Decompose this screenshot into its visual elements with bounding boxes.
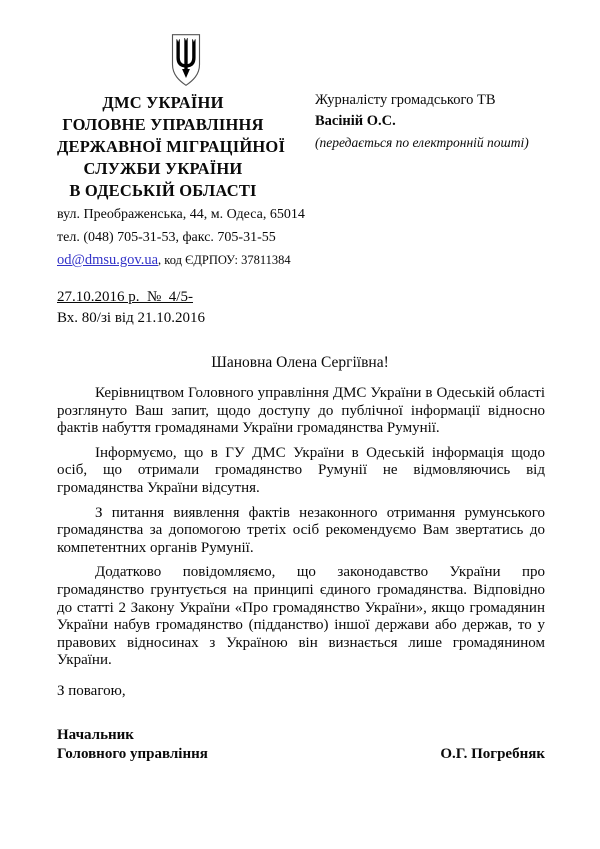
org-email-link[interactable]: od@dmsu.gov.ua [57, 252, 159, 268]
letter-body [0, 385, 600, 670]
incoming-ref: Вх. 80/зі від 21.10.2016 [57, 310, 205, 326]
body-paragraph-4: Додатково повідомляємо, що законодавство України про громадянство грунтується на принципі єдиного громадянства. Відповідно до статті 2 Закону України «Про громадянство України», якщо громадянин України набув громадянство (підданство) іншої держави або держав, то у правових відносинах з Україною він визнається лише громадянином України. [57, 564, 545, 669]
org-edrpou: , код ЄДРПОУ: 37811384 [158, 253, 291, 267]
org-email-line [57, 250, 291, 271]
letterhead [57, 33, 305, 271]
org-name-line-4: СЛУЖБИ УКРАЇНИ [83, 159, 243, 178]
signer-title-line-2: Головного управління [57, 745, 208, 762]
recipient-delivery-note: (передається по електронній пошті) [315, 135, 529, 150]
org-name-line-1: ДМС УКРАЇНИ [102, 93, 224, 112]
org-address: вул. Преображенська, 44, м. Одеса, 65014 [57, 207, 305, 222]
signer-title-line-1: Начальник [57, 726, 134, 743]
signature-row [57, 745, 545, 764]
closing-regards: З повагою, [57, 682, 126, 699]
signature-block [57, 726, 545, 764]
org-name-line-3: ДЕРЖАВНОЇ МІГРАЦІЙНОЇ [57, 137, 286, 156]
body-paragraph-1: Керівництвом Головного управління ДМС України в Одеській області розглянуто Ваш запит, щодо доступу до публічної інформації відносно фактів набуття громадянами України громадянства Румунії. [57, 385, 545, 437]
recipient-block [315, 33, 529, 153]
reference-block [57, 287, 600, 329]
ukraine-trident-icon [169, 33, 203, 87]
signer-name: О.Г. Погребняк [440, 745, 545, 762]
org-name [57, 92, 286, 202]
outgoing-ref: 27.10.2016 р. № 4/5- [57, 289, 193, 305]
body-paragraph-3: З питання виявлення фактів незаконного отримання румунського громадянства за допомогою третіх осіб рекомендуємо Вам звертатись до компетентних органів Румунії. [57, 504, 545, 556]
org-phone: тел. (048) 705-31-53, факс. 705-31-55 [57, 230, 276, 245]
header-row [0, 0, 600, 271]
org-name-line-2: ГОЛОВНЕ УПРАВЛІННЯ [62, 115, 264, 134]
recipient-name: Васіній О.С. [315, 113, 396, 129]
recipient-role: Журналісту громадського ТВ [315, 92, 496, 108]
body-paragraph-2: Інформуємо, що в ГУ ДМС України в Одеській інформація щодо осіб, що отримали громадянство Румунії не відмовляючись від громадянства України відсутня. [57, 444, 545, 496]
org-name-line-5: В ОДЕСЬКІЙ ОБЛАСТІ [69, 181, 257, 200]
salutation: Шановна Олена Сергіївна! [211, 354, 389, 371]
